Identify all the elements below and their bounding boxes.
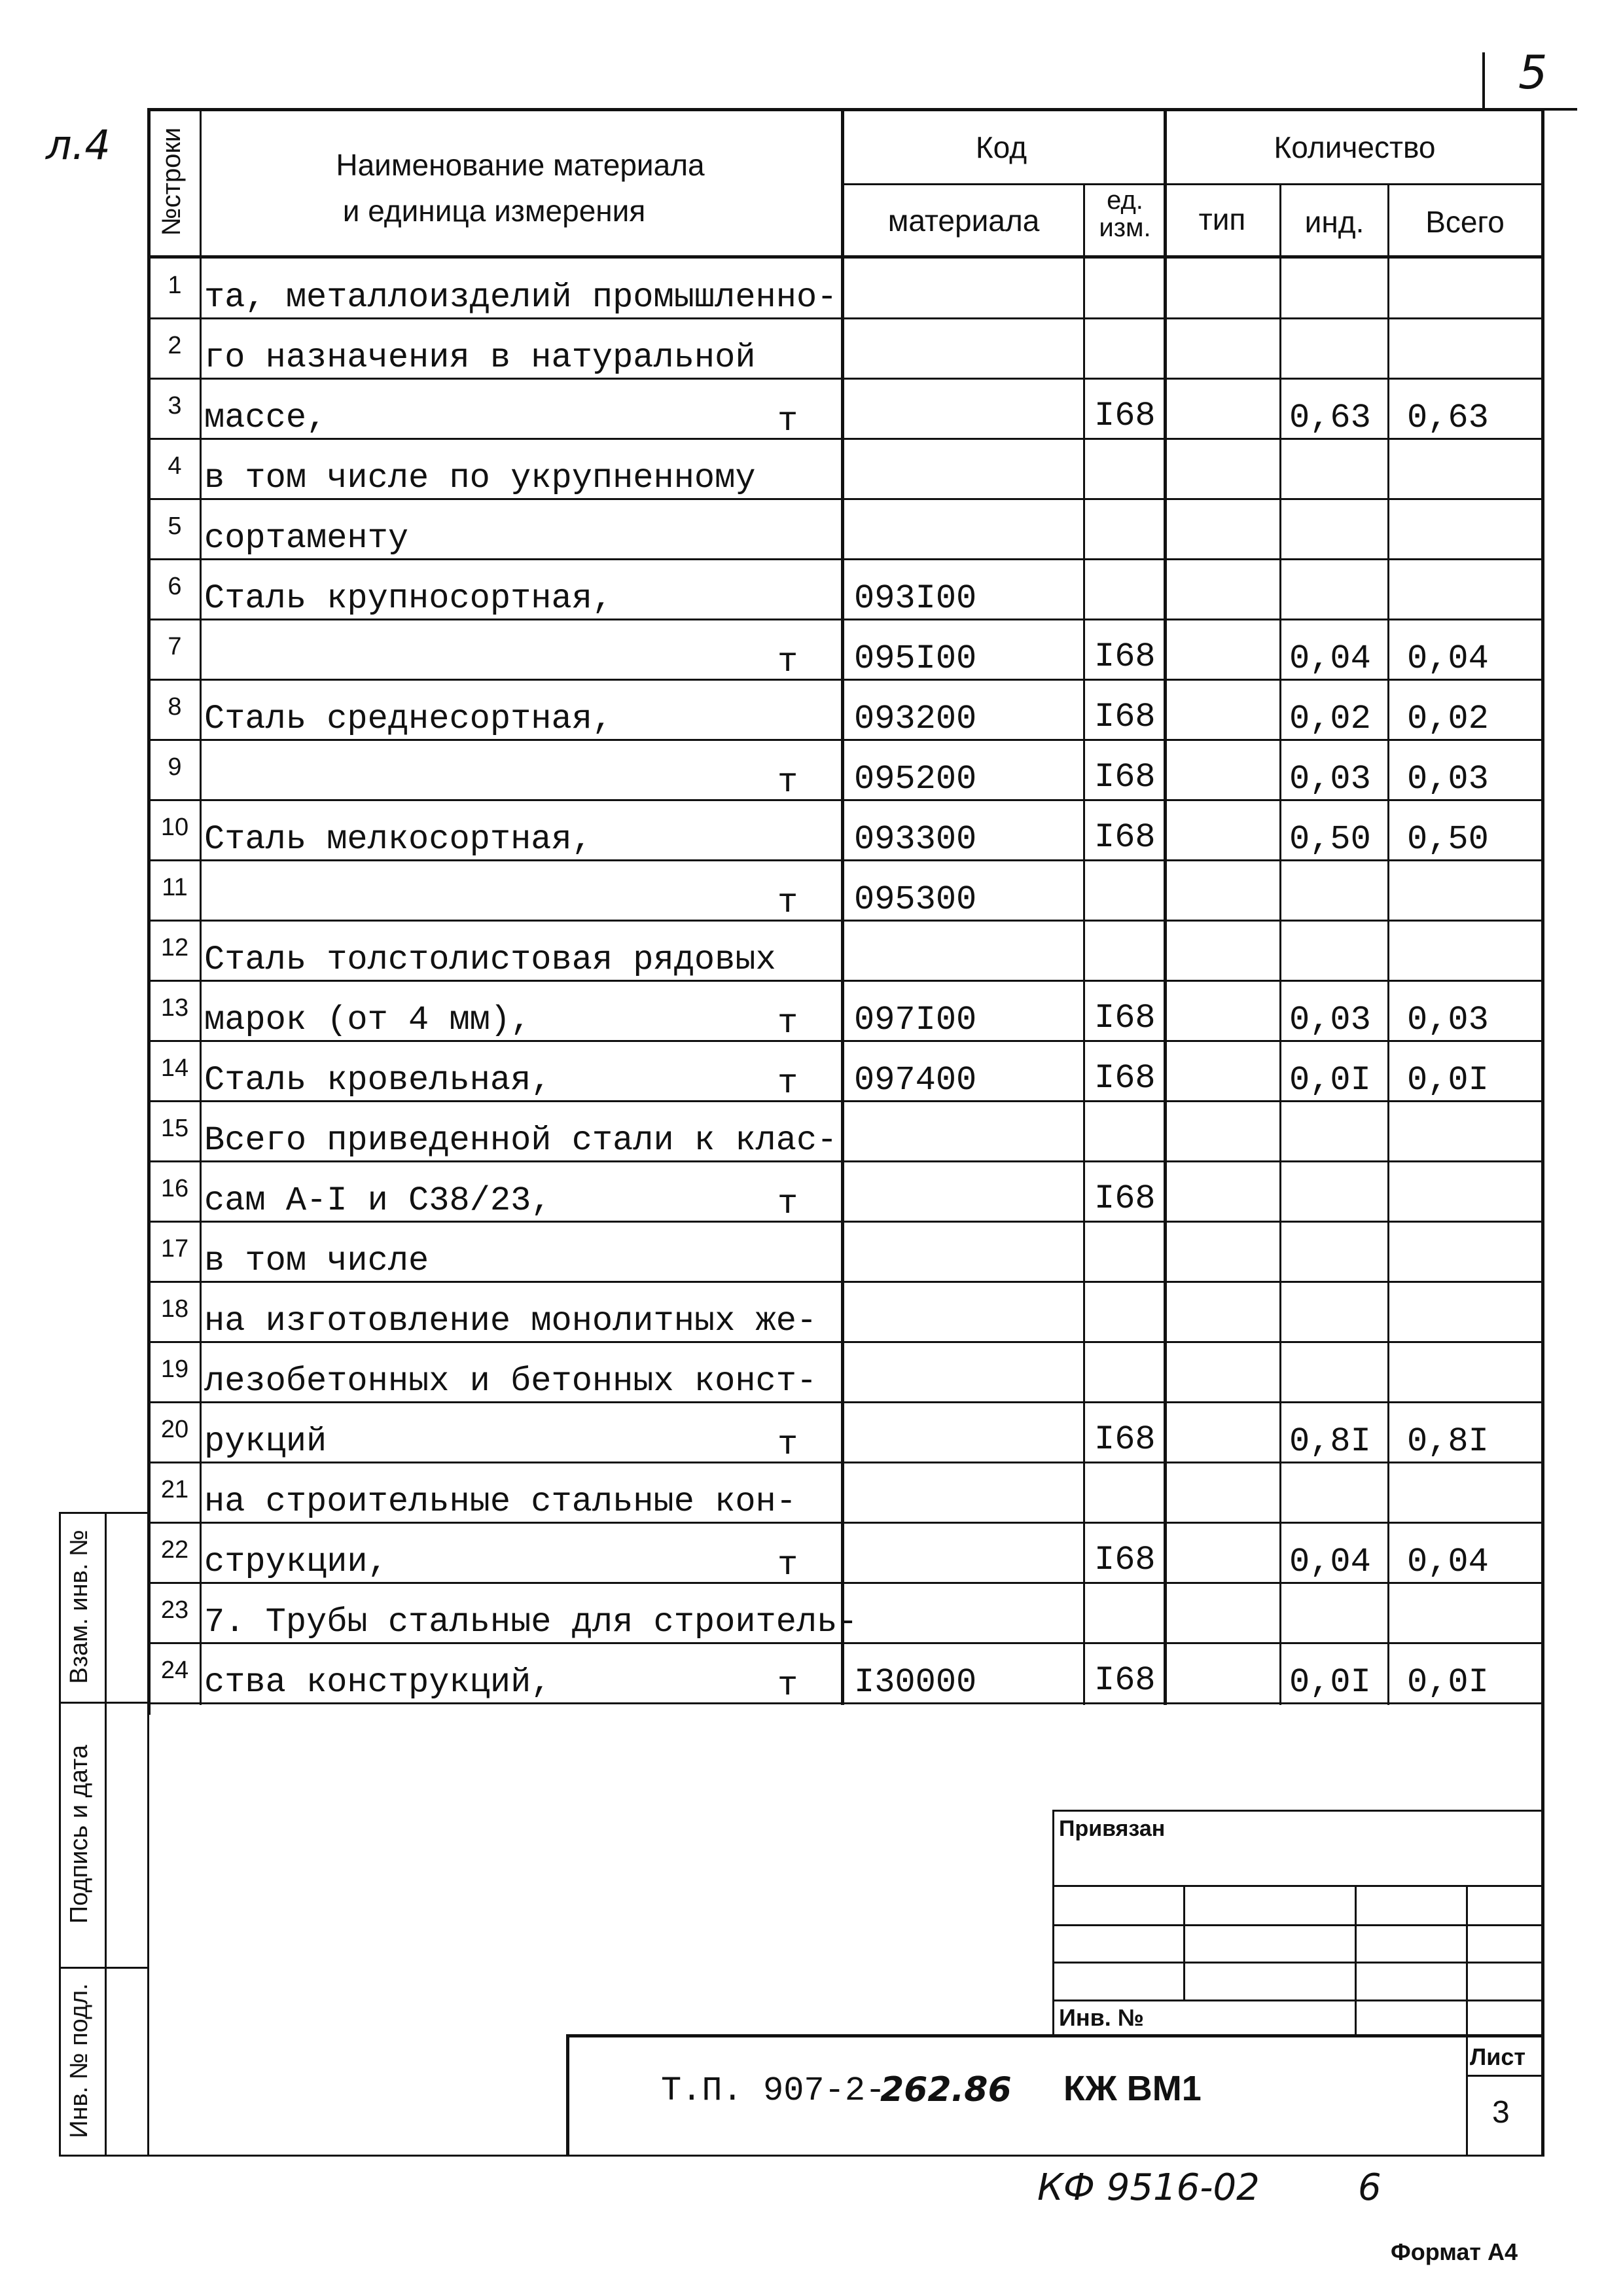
sheet-label: Лист [1470,2043,1526,2070]
material-name: та, металлоизделий промышленно- [204,278,838,317]
material-name: Сталь мелкосортная, [204,820,592,859]
qty-total: 0,03 [1407,1001,1489,1039]
material-code: 093200 [854,700,977,738]
row-divider [147,980,1544,982]
material-code: 093300 [854,820,977,859]
qty-total: 0,04 [1407,639,1489,678]
row-number: 18 [160,1295,189,1323]
stamp-privyazan: Привязан [1059,1816,1166,1841]
unit-code: I68 [1094,1661,1156,1700]
qty-ind: 0,04 [1289,639,1371,678]
row-number: 3 [168,392,182,420]
material-name: на изготовление монолитных же- [204,1302,817,1340]
doc-code-number: 262.86 [880,2070,1012,2109]
unit-label: т [777,1546,798,1585]
qty-total: 0,50 [1407,820,1489,859]
doc-mark: КЖ ВМ1 [1063,2069,1202,2108]
unit-code: I68 [1094,758,1156,797]
format-label: Формат А4 [1391,2238,1518,2265]
header-name-unit: и единица измерения [342,194,646,228]
qty-ind: 0,8I [1289,1422,1371,1461]
material-name: Сталь крупносортная, [204,579,613,618]
row-number: 12 [160,934,189,961]
doc-code-prefix: Т.П. 907-2- [661,2072,886,2110]
header-code-unit: ед. изм. [1099,186,1151,242]
material-name: сортаменту [204,519,409,558]
material-name: лезобетонных и бетонных конст- [204,1362,817,1401]
material-code: 093I00 [854,579,977,618]
row-number: 17 [160,1235,189,1263]
row-divider [147,1100,1544,1102]
sheet-number: 3 [1492,2095,1510,2130]
row-number: 21 [160,1476,189,1503]
unit-label: т [777,643,798,681]
qty-ind: 0,02 [1289,700,1371,738]
row-divider [147,498,1544,500]
row-divider [147,317,1544,319]
unit-code: I68 [1094,1420,1156,1459]
material-name: 7. Трубы стальные для строитель- [204,1603,858,1641]
material-name: Сталь кровельная, [204,1061,552,1100]
header-code: Код [975,130,1027,164]
material-code: 097400 [854,1061,977,1100]
unit-code: I68 [1094,397,1156,435]
row-divider [147,859,1544,861]
header-name: Наименование материала [336,148,705,182]
row-number: 13 [160,994,189,1022]
header-code-material: материала [887,204,1040,238]
row-divider [147,438,1544,440]
row-number: 6 [168,573,182,600]
header-row-number: №строки [157,127,186,236]
row-divider [147,920,1544,922]
frame-right [1541,108,1544,2157]
row-number: 22 [160,1536,189,1564]
qty-ind: 0,63 [1289,399,1371,437]
row-number: 15 [160,1115,189,1142]
row-number: 10 [160,814,189,841]
row-divider [147,739,1544,741]
qty-total: 0,63 [1407,399,1489,437]
unit-label: т [777,1004,798,1043]
qty-ind: 0,03 [1289,760,1371,798]
unit-code: I68 [1094,1059,1156,1098]
row-number: 19 [160,1355,189,1383]
header-qty-type: тип [1198,202,1246,236]
material-code: 095300 [854,880,977,919]
material-code: 095I00 [854,639,977,678]
row-divider [147,1281,1544,1283]
unit-label: т [777,884,798,922]
material-name: в том числе [204,1242,429,1280]
page-mark: 5 [1518,46,1548,99]
unit-code: I68 [1094,1541,1156,1579]
row-divider [147,1221,1544,1223]
unit-code: I68 [1094,1179,1156,1218]
unit-code: I68 [1094,818,1156,857]
unit-code: I68 [1094,698,1156,736]
corner-mark: л.4 [46,121,111,169]
row-divider [147,1582,1544,1584]
row-number: 16 [160,1175,189,1202]
row-divider [147,799,1544,801]
row-divider [147,558,1544,560]
material-name: го назначения в натуральной [204,338,756,377]
row-number: 2 [168,332,182,359]
row-number: 23 [160,1596,189,1624]
material-code: 095200 [854,760,977,798]
handwritten-code: КФ 9516-02 [1037,2166,1260,2209]
material-code: 097I00 [854,1001,977,1039]
row-number: 8 [168,693,182,721]
row-number: 20 [160,1416,189,1443]
unit-code: I68 [1094,999,1156,1037]
header-qty-total: Всего [1425,205,1505,239]
material-name: сам А-I и С38/23, [204,1181,552,1220]
side-label-vzam: Взам. инв. № [65,1530,93,1684]
qty-total: 0,0I [1407,1663,1489,1702]
qty-ind: 0,0I [1289,1663,1371,1702]
row-divider [147,679,1544,681]
row-divider [147,1401,1544,1403]
row-divider [147,1702,1544,1704]
material-name: Всего приведенной стали к клас- [204,1121,838,1160]
qty-total: 0,8I [1407,1422,1489,1461]
row-divider [147,619,1544,620]
page-mark-bar [1482,52,1485,111]
row-divider [147,1522,1544,1524]
unit-code: I68 [1094,637,1156,676]
row-number: 9 [168,753,182,781]
row-number: 24 [160,1657,189,1684]
material-name: марок (от 4 мм), [204,1001,531,1039]
material-name: Сталь среднесортная, [204,700,613,738]
unit-label: т [777,1666,798,1705]
row-number: 7 [168,633,182,660]
qty-ind: 0,04 [1289,1543,1371,1581]
row-number: 11 [162,874,188,901]
material-name: массе, [204,399,327,437]
row-number: 4 [168,452,182,480]
unit-label: т [777,1185,798,1223]
row-number: 14 [160,1054,189,1082]
material-name: в том числе по укрупненному [204,459,756,497]
header-quantity: Количество [1274,130,1436,164]
row-divider [147,378,1544,380]
material-code: I30000 [854,1663,977,1702]
unit-label: т [777,1426,798,1464]
row-divider [147,1642,1544,1644]
material-name: рукций [204,1422,327,1461]
unit-label: т [777,402,798,440]
material-name: на строительные стальные кон- [204,1482,796,1521]
row-divider [147,1040,1544,1042]
side-label-inv-podl: Инв. № подл. [65,1983,93,2138]
qty-total: 0,03 [1407,760,1489,798]
qty-total: 0,04 [1407,1543,1489,1581]
row-divider [147,1341,1544,1343]
side-label-podpis: Подпись и дата [65,1744,93,1924]
row-divider [147,1160,1544,1162]
row-number: 1 [168,272,182,299]
unit-label: т [777,1064,798,1103]
stamp-inv-no: Инв. № [1059,2004,1144,2031]
qty-ind: 0,03 [1289,1001,1371,1039]
unit-label: т [777,763,798,802]
material-name: струкции, [204,1543,388,1581]
material-name: Сталь толстолистовая рядовых [204,941,776,979]
qty-ind: 0,0I [1289,1061,1371,1100]
row-divider [147,1462,1544,1463]
row-number: 5 [168,512,182,540]
header-qty-ind: инд. [1304,205,1364,239]
qty-total: 0,0I [1407,1061,1489,1100]
material-name: ства конструкций, [204,1663,552,1702]
qty-ind: 0,50 [1289,820,1371,859]
qty-total: 0,02 [1407,700,1489,738]
handwritten-number: 6 [1358,2166,1382,2209]
